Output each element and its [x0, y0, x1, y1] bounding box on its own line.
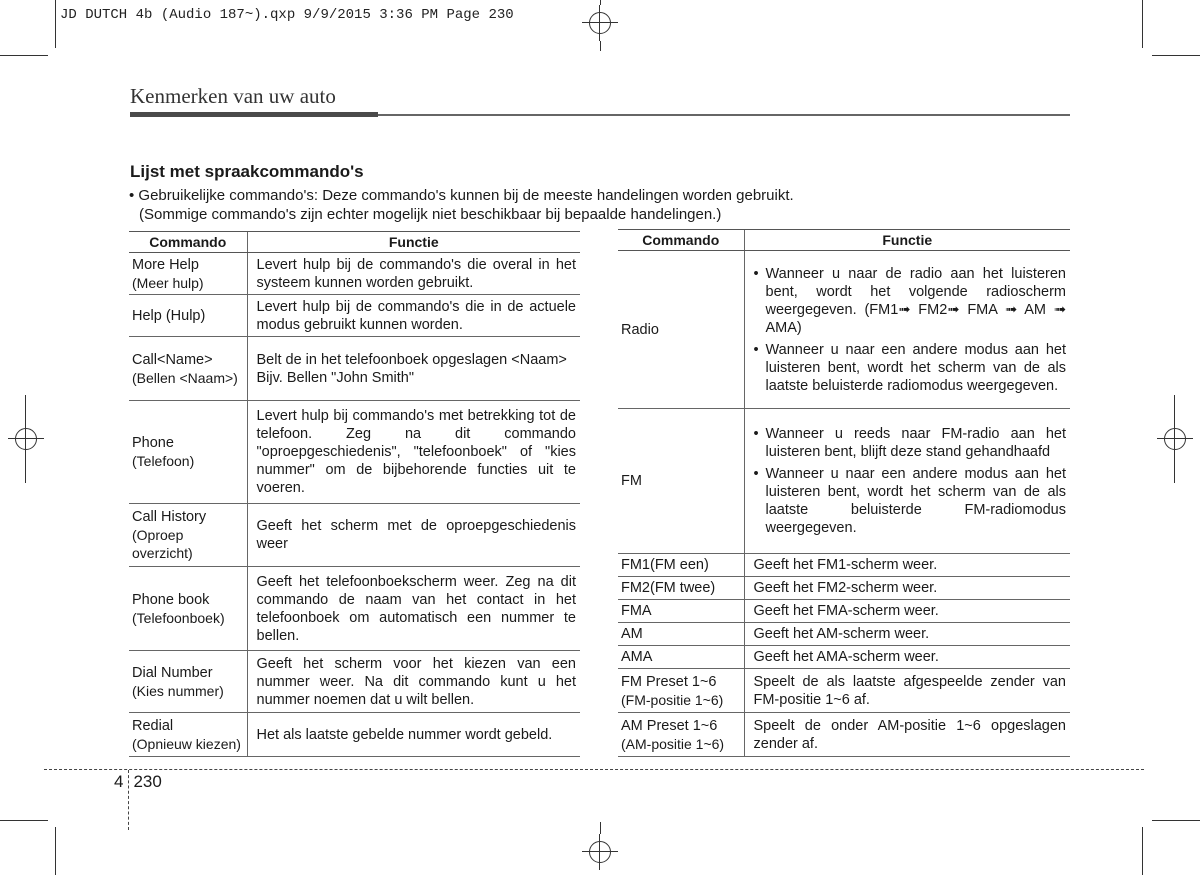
command-cell: FM: [618, 409, 744, 554]
table-row: [129, 401, 580, 504]
column-header-function: Functie: [744, 230, 1070, 251]
function-cell: Geeft het scherm met de oproepgeschiedenis weer: [247, 504, 580, 567]
table-row: [618, 713, 1070, 757]
function-cell: Geeft het FM1-scherm weer.: [744, 554, 1070, 577]
bullet-item: • Wanneer u naar een andere modus aan het luisteren bent, wordt het scherm van de als laatste beluisterde FM-radiomodus weergegeven.: [753, 466, 1066, 536]
column-header-command: Commando: [129, 232, 247, 253]
bullet-item: • Wanneer u naar de radio aan het luisteren bent, wordt het volgende radioscherm weergegeven. (FM1➟ FM2➟ FMA ➟ AM ➟ AMA): [753, 265, 1066, 336]
header-rule: [130, 112, 378, 117]
command-cell: Radio: [618, 251, 744, 409]
intro-line: (Sommige commando's zijn echter mogelijk niet beschikbaar bij bepaalde handelingen.): [139, 206, 722, 223]
function-cell: Geeft het telefoonboekscherm weer. Zeg na dit commando de naam van het contact in het telefoonboek om automatisch een nummer te bellen.: [247, 567, 580, 651]
crop-mark: [0, 820, 48, 821]
table-row: [618, 600, 1070, 623]
command-cell: AM Preset 1~6 (AM-positie 1~6): [618, 713, 744, 757]
function-cell: Levert hulp bij de commando's die in de actuele modus gebruikt kunnen worden.: [247, 295, 580, 337]
header-rule: [378, 114, 1070, 116]
crop-mark: [25, 395, 26, 421]
command-cell: Dial Number (Kies nummer): [129, 651, 247, 713]
function-cell: Levert hulp bij de commando's die overal in het systeem kunnen worden gebruikt.: [247, 253, 580, 295]
bullet-item: • Wanneer u reeds naar FM-radio aan het luisteren bent, blijft deze stand gehandhaafd: [753, 426, 1066, 460]
print-slug: JD DUTCH 4b (Audio 187~).qxp 9/9/2015 3:36 PM Page 230: [60, 7, 514, 23]
command-cell: FM Preset 1~6 (FM-positie 1~6): [618, 669, 744, 713]
registration-mark-icon: [8, 421, 44, 457]
table-row: [618, 669, 1070, 713]
table-row: [129, 567, 580, 651]
command-cell: Phone book (Telefoonboek): [129, 567, 247, 651]
function-cell: Geeft het FMA-scherm weer.: [744, 600, 1070, 623]
table-row: [618, 577, 1070, 600]
footer-divider: [44, 769, 1144, 770]
crop-mark: [600, 822, 601, 834]
crop-mark: [55, 0, 56, 48]
function-cell: [744, 251, 1070, 409]
function-cell: Het als laatste gebelde nummer wordt gebeld.: [247, 713, 580, 757]
function-cell: Geeft het AM-scherm weer.: [744, 623, 1070, 646]
table-row: [618, 646, 1070, 669]
column-header-function: Functie: [247, 232, 580, 253]
crop-mark: [1174, 457, 1175, 483]
crop-mark: [25, 457, 26, 483]
function-cell: Speelt de onder AM-positie 1~6 opgeslagen zender af.: [744, 713, 1070, 757]
intro-line: • Gebruikelijke commando's: Deze commando's kunnen bij de meeste handelingen worden gebruikt.: [129, 187, 794, 204]
function-cell: Geeft het scherm voor het kiezen van een nummer weer. Na dit commando kunt u het nummer noemen dat u wilt bellen.: [247, 651, 580, 713]
command-cell: FM2(FM twee): [618, 577, 744, 600]
table-row: [618, 409, 1070, 554]
function-cell: Speelt de als laatste afgespeelde zender van FM-positie 1~6 af.: [744, 669, 1070, 713]
table-row: [129, 504, 580, 567]
table-row: [129, 253, 580, 295]
crop-mark: [600, 41, 601, 51]
table-row: [618, 251, 1070, 409]
column-header-command: Commando: [618, 230, 744, 251]
chapter-number: 4: [114, 772, 124, 791]
crop-mark: [1152, 55, 1200, 56]
page-number: [114, 772, 162, 792]
table-row: [618, 554, 1070, 577]
crop-mark: [55, 827, 56, 875]
crop-mark: [1152, 820, 1200, 821]
registration-mark-icon: [1157, 421, 1193, 457]
intro-text: [129, 186, 949, 224]
registration-mark-icon: [582, 834, 618, 870]
table-row: [129, 713, 580, 757]
commands-table-right: [618, 229, 1070, 757]
command-cell: Call<Name> (Bellen <Naam>): [129, 337, 247, 401]
function-cell: Levert hulp bij commando's met betrekking tot de telefoon. Zeg na dit commando "oproepgeschiedenis", "telefoonboek" of "kies nummer" om de bijbehorende functies uit te voeren.: [247, 401, 580, 504]
function-cell: Belt de in het telefoonboek opgeslagen <Naam> Bijv. Bellen "John Smith": [247, 337, 580, 401]
function-cell: Geeft het AMA-scherm weer.: [744, 646, 1070, 669]
crop-mark: [1174, 395, 1175, 421]
table-row: [129, 651, 580, 713]
registration-mark-icon: [582, 5, 618, 41]
bullet-item: • Wanneer u naar een andere modus aan het luisteren bent, wordt het scherm van de als laatste beluisterde radiomodus weergegeven.: [753, 341, 1066, 394]
page-number-value: 230: [133, 772, 162, 791]
table-row: [618, 623, 1070, 646]
table-header-row: [129, 232, 580, 253]
page-header-title: Kenmerken van uw auto: [130, 84, 336, 108]
crop-mark: [1142, 0, 1143, 48]
command-cell: Help (Hulp): [129, 295, 247, 337]
function-cell: [744, 409, 1070, 554]
command-cell: AM: [618, 623, 744, 646]
command-cell: AMA: [618, 646, 744, 669]
section-title: Lijst met spraakcommando's: [130, 162, 364, 181]
command-cell: FMA: [618, 600, 744, 623]
crop-mark: [0, 55, 48, 56]
command-cell: FM1(FM een): [618, 554, 744, 577]
crop-mark: [600, 0, 601, 5]
crop-mark: [1142, 827, 1143, 875]
table-row: [129, 337, 580, 401]
table-header-row: [618, 230, 1070, 251]
command-cell: Redial (Opnieuw kiezen): [129, 713, 247, 757]
function-cell: Geeft het FM2-scherm weer.: [744, 577, 1070, 600]
command-cell: More Help (Meer hulp): [129, 253, 247, 295]
table-row: [129, 295, 580, 337]
command-cell: Phone (Telefoon): [129, 401, 247, 504]
commands-table-left: [129, 231, 580, 757]
command-cell: Call History (Oproep overzicht): [129, 504, 247, 567]
